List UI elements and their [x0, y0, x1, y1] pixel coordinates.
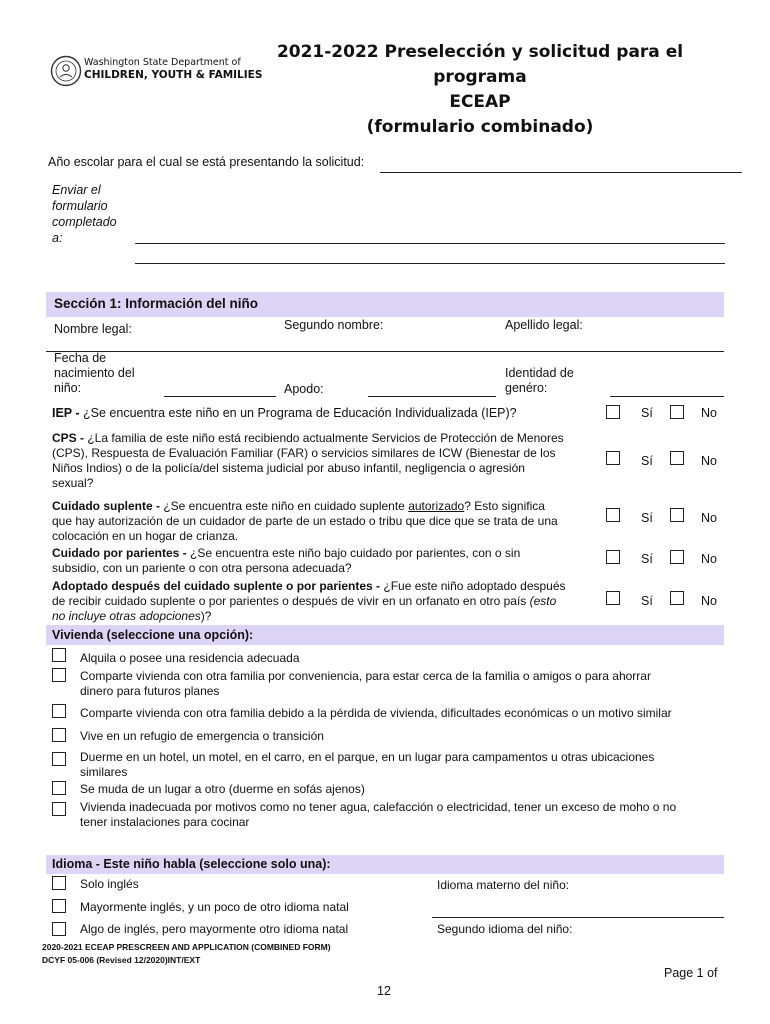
housing-option-1: Alquila o posee una residencia adecuada	[80, 651, 300, 665]
page-title	[230, 40, 730, 140]
language-option-3-checkbox[interactable]	[52, 922, 66, 936]
kin-bold: Cuidado por parientes -	[52, 546, 187, 560]
iep-no-label: No	[701, 406, 717, 420]
iep-question	[52, 406, 597, 421]
second-language-label: Segundo idioma del niño:	[437, 922, 573, 936]
adopted-bold: Adoptado después del cuidado suplente o por parientes -	[52, 579, 381, 593]
dob-label	[54, 351, 135, 396]
kin-line-1: ¿Se encuentra este niño bajo cuidado por parientes, con o sin	[186, 546, 521, 560]
cps-yes-label: Sí	[641, 454, 653, 468]
housing-option-2	[80, 669, 651, 699]
footer-form-name: 2020-2021 ECEAP PRESCREEN AND APPLICATION (COMBINED FORM)	[42, 942, 331, 952]
send-to-label	[52, 182, 117, 246]
native-language-label: Idioma materno del niño:	[437, 878, 570, 892]
school-year-label: Año escolar para el cual se está presentando la solicitud:	[48, 155, 365, 169]
adopted-yes-label: Sí	[641, 594, 653, 608]
iep-no-checkbox[interactable]	[670, 405, 684, 419]
kin-yes-checkbox[interactable]	[606, 550, 620, 564]
housing-option-5-line-2: similares	[80, 765, 128, 779]
housing-option-7-checkbox[interactable]	[52, 802, 66, 816]
foster-line-3: colocación en un hogar de crianza.	[52, 529, 239, 543]
adopted-question	[52, 579, 597, 624]
language-title: Idioma - Este niño habla (seleccione solo una):	[52, 857, 331, 871]
title-line-1: 2021-2022 Preselección y solicitud para el programa	[276, 42, 684, 87]
dob-field[interactable]	[164, 396, 276, 397]
native-language-field[interactable]	[432, 917, 724, 918]
iep-bold: IEP -	[52, 406, 80, 420]
iep-text: ¿Se encuentra este niño en un Programa de Educación Individualizada (IEP)?	[79, 406, 517, 420]
dob-line-3: niño:	[54, 381, 82, 395]
adopted-yes-checkbox[interactable]	[606, 591, 620, 605]
foster-line-1b: ? Esto significa	[464, 499, 545, 513]
cps-no-checkbox[interactable]	[670, 451, 684, 465]
housing-option-2-line-2: dinero para futuros planes	[80, 684, 220, 698]
name-fields-line[interactable]	[46, 351, 724, 352]
cps-line-1: ¿La familia de este niño está recibiendo actualmente Servicios de Protección de Menores	[84, 431, 564, 445]
logo-line-2: CHILDREN, YOUTH & FAMILIES	[84, 69, 263, 81]
send-to-line-4: a:	[52, 231, 63, 245]
cps-line-3: Niños Indios) o de la policía/del sistema judicial por abuso infantil, negligencia o agresión	[52, 461, 525, 475]
language-option-2-checkbox[interactable]	[52, 899, 66, 913]
title-line-2: ECEAP	[449, 92, 511, 112]
gender-line-1: Identidad de	[505, 366, 574, 380]
housing-option-3-checkbox[interactable]	[52, 704, 66, 718]
iep-yes-checkbox[interactable]	[606, 405, 620, 419]
seal-icon	[50, 55, 82, 87]
agency-logo	[50, 54, 263, 88]
adopted-no-checkbox[interactable]	[670, 591, 684, 605]
kin-no-label: No	[701, 552, 717, 566]
foster-yes-label: Sí	[641, 511, 653, 525]
housing-option-4-checkbox[interactable]	[52, 728, 66, 742]
housing-title: Vivienda (seleccione una opción):	[52, 628, 254, 642]
foster-no-label: No	[701, 511, 717, 525]
school-year-field[interactable]	[380, 172, 742, 173]
foster-line-1a: ¿Se encuentra este niño en cuidado suplente	[160, 499, 409, 513]
housing-option-7-line-1: Vivienda inadecuada por motivos como no tener agua, calefacción o electricidad, tener un exceso de moho o no	[80, 800, 677, 814]
housing-option-2-checkbox[interactable]	[52, 668, 66, 682]
footer-form-id: DCYF 05-006 (Revised 12/2020)INT/EXT	[42, 955, 201, 965]
adopted-line-3i: no incluye otras adopciones	[52, 609, 201, 623]
iep-yes-label: Sí	[641, 406, 653, 420]
housing-option-2-line-1: Comparte vivienda con otra familia por conveniencia, para estar cerca de la familia o amigos o para ahorrar	[80, 669, 651, 683]
adopted-line-2i: (esto	[529, 594, 557, 608]
adopted-line-2a: de recibir cuidado suplente o por parientes o después de vivir en un orfanato en otro país	[52, 594, 530, 608]
send-to-line-2: formulario	[52, 199, 108, 213]
gender-line-2: genéro:	[505, 381, 548, 395]
adopted-line-1: ¿Fue este niño adoptado después	[380, 579, 566, 593]
adopted-line-3b: )?	[200, 609, 212, 623]
cps-no-label: No	[701, 454, 717, 468]
cps-bold: CPS -	[52, 431, 85, 445]
nickname-field[interactable]	[368, 396, 496, 397]
kin-question	[52, 546, 597, 576]
foster-line-2: que hay autorización de un cuidador de parte de un estado o tribu que dice que se trata de una	[52, 514, 558, 528]
title-line-3: (formulario combinado)	[366, 117, 594, 137]
housing-option-5	[80, 750, 654, 780]
housing-option-6: Se muda de un lugar a otro (duerme en sofás ajenos)	[80, 782, 365, 796]
housing-option-6-checkbox[interactable]	[52, 781, 66, 795]
foster-line-1u: autorizado	[408, 499, 465, 513]
section1-title: Sección 1: Información del niño	[54, 296, 259, 311]
send-to-field-2[interactable]	[135, 263, 725, 264]
legal-last-name-label: Apellido legal:	[505, 318, 583, 332]
kin-yes-label: Sí	[641, 552, 653, 566]
housing-option-4: Vive en un refugio de emergencia o transición	[80, 729, 324, 743]
housing-option-5-line-1: Duerme en un hotel, un motel, en el carro, en el parque, en un lugar para campamentos u otras ubicaciones	[80, 750, 655, 764]
send-to-field-1[interactable]	[135, 243, 725, 244]
gender-label	[505, 366, 574, 396]
footer-page-of: Page 1 of	[664, 966, 718, 980]
housing-option-7-line-2: tener instalaciones para cocinar	[80, 815, 250, 829]
dob-line-2: nacimiento del	[54, 366, 135, 380]
send-to-line-1: Enviar el	[52, 183, 101, 197]
housing-option-3: Comparte vivienda con otra familia debido a la pérdida de vivienda, dificultades económicas o un motivo similar	[80, 706, 672, 720]
cps-line-4: sexual?	[52, 476, 94, 490]
cps-yes-checkbox[interactable]	[606, 451, 620, 465]
footer-page-number: 12	[377, 984, 391, 998]
foster-yes-checkbox[interactable]	[606, 508, 620, 522]
foster-no-checkbox[interactable]	[670, 508, 684, 522]
adopted-no-label: No	[701, 594, 717, 608]
housing-option-7	[80, 800, 676, 830]
language-option-3: Algo de inglés, pero mayormente otro idioma natal	[80, 922, 349, 936]
send-to-line-3: completado	[52, 215, 117, 229]
dob-line-1: Fecha de	[54, 351, 107, 365]
cps-question	[52, 431, 597, 491]
kin-no-checkbox[interactable]	[670, 550, 684, 564]
middle-name-label: Segundo nombre:	[284, 318, 384, 332]
foster-bold: Cuidado suplente -	[52, 499, 160, 513]
language-option-1-checkbox[interactable]	[52, 876, 66, 890]
kin-line-2: subsidio, con un pariente o con otra persona adecuada?	[52, 561, 352, 575]
gender-field[interactable]	[610, 396, 724, 397]
legal-name-label: Nombre legal:	[54, 322, 132, 336]
housing-option-1-checkbox[interactable]	[52, 648, 66, 662]
logo-line-1: Washington State Department of	[84, 57, 241, 68]
language-option-1: Solo inglés	[80, 877, 139, 891]
housing-option-5-checkbox[interactable]	[52, 752, 66, 766]
foster-question	[52, 499, 597, 544]
language-option-2: Mayormente inglés, y un poco de otro idioma natal	[80, 900, 349, 914]
cps-line-2: (CPS), Respuesta de Evaluación Familiar (FAR) o servicios similares de ICW (Bienestar de los	[52, 446, 556, 460]
nickname-label: Apodo:	[284, 382, 324, 396]
